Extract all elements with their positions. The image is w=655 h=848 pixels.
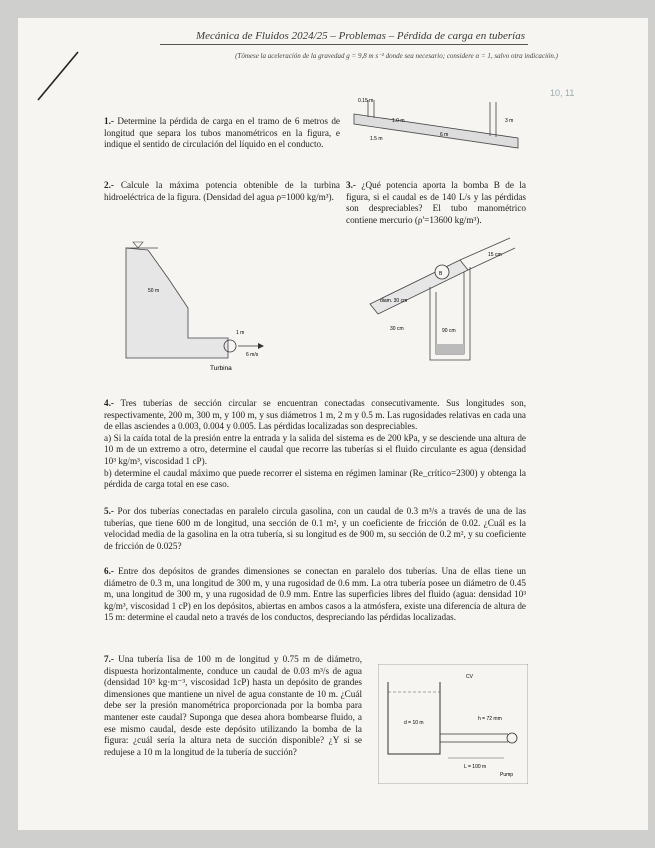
fig3-label-4: 90 cm xyxy=(442,328,456,334)
fig2-label-1: 1 m xyxy=(236,330,245,336)
fig1-label-0: 0.15 m xyxy=(358,98,374,104)
problem-6-number: 6.- xyxy=(104,566,114,576)
problem-7-number: 7.- xyxy=(104,654,114,664)
problem-2 xyxy=(104,180,340,203)
fig3-label-1: B xyxy=(439,271,443,277)
page-title: Mecánica de Fluidos 2024/25 – Problemas – Pérdida de carga en tuberías xyxy=(195,30,525,42)
fig7-label-0: CV xyxy=(466,674,473,680)
header-rule xyxy=(160,44,528,45)
fig1-label-2: 3 m xyxy=(505,118,514,124)
problem-6-text: Entre dos depósitos de grandes dimensiones se conectan en paralelo dos tuberías. Una de ellas tiene un diámetro de 0.3 m, una longitud de 300 m, y una rugosidad de 0.6 mm. La otra tubería posee un diámetro de 0.45 m, una longitud de 300 m, y una rugosidad de 0.9 mm. Entre las superficies libres del fluido (agua: densidad 10³ kg/m³, viscosidad 1 cP) en los depósitos, abiertas en ambos casos a la atmósfera, existe una diferencia de altura de 15 m: determine el caudal neto a través de los conductos, despreciando las pérdidas localizadas. xyxy=(104,566,527,623)
problem-4-part-b: b) determine el caudal máximo que puede recorrer el sistema en régimen laminar (Re_crítico=2300) y obtenga la pérdida de carga total en ese caso. xyxy=(104,467,526,490)
figure-7-tank-pump xyxy=(378,664,528,784)
figure-3-pump-manometer xyxy=(360,232,525,372)
problem-4-text: Tres tuberías de sección circular se encuentran conectadas consecutivamente. Sus longitudes son, respectivamente, 200 m, 300 m, y 100 m, y sus diámetros 1 m, 2 m y 0.5 m. Las rugosidades relativas en cada una de ellas asciendes a 0.003, 0.004 y 0.005. Las pérdidas localizadas son despreciables. xyxy=(104,398,526,432)
fig2-label-2: 6 m/s xyxy=(246,352,259,358)
page-subtitle: (Tómese la aceleración de la gravedad g = 9,8 m s⁻² donde sea necesario; considere α = 1, salvo otra indicación.) xyxy=(235,52,558,60)
problem-4 xyxy=(104,398,526,491)
problem-7 xyxy=(104,654,362,758)
problem-5-number: 5.- xyxy=(104,506,114,516)
problem-3 xyxy=(346,180,526,226)
fig2-caption: Turbina xyxy=(210,365,232,372)
problem-3-number: 3.- xyxy=(346,180,356,190)
problem-2-number: 2.- xyxy=(104,180,114,190)
fig3-label-0: 15 cm xyxy=(488,252,502,258)
handwritten-note: 10, 11 xyxy=(550,88,575,98)
problem-7-text: Una tubería lisa de 100 m de longitud y 0.75 m de diámetro, dispuesta horizontalmente, conduce un caudal de 0.03 m³/s de agua (densidad 10³ kg·m⁻³, viscosidad 1cP) hasta un depósito de grandes dimensiones que mantiene un nivel de agua constante de 10 m. ¿Cuál debe ser la presión manométrica proporcionada por la bomba para mantener este caudal? Suponga que desea ahora bombearse fluido, a ese mismo caudal, desde este depósito utilizando la bomba de la figura: ¿cuál sería la altura neta de succión disponible? ¿Y si se redujese a 10 m la longitud de la tubería de succión? xyxy=(104,654,362,757)
problem-2-text: Calcule la máxima potencia obtenible de la turbina hidroeléctrica de la figura. (Densidad del agua ρ=1000 kg/m³). xyxy=(104,180,340,202)
problem-4-number: 4.- xyxy=(104,398,114,408)
problem-4-part-a: a) Si la caída total de la presión entre la entrada y la salida del sistema es de 200 kPa, y se desciende una altura de 10 m de un extremo a otro, determine el caudal que recorre las tuberías si el fluido circulante es agua (densidad 10³ kg/m³, viscosidad 1 cP). xyxy=(104,432,526,466)
fig7-label-2: h = 72 mm xyxy=(478,716,502,722)
fig1-label-1: 1.0 m xyxy=(392,118,405,124)
fig7-label-3: L = 100 m xyxy=(464,764,487,770)
problem-1-text: Determine la pérdida de carga en el tramo de 6 metros de longitud que separa los tubos manométricos en la figura, e indique el sentido de circulación del líquido en el conducto. xyxy=(104,116,340,150)
fig7-label-4: Pump xyxy=(500,772,514,778)
figure-2-turbine xyxy=(118,238,268,378)
problem-1-number: 1.- xyxy=(104,116,114,126)
problem-3-text: ¿Qué potencia aporta la bomba B de la figura, si el caudal es de 140 L/s y las pérdidas son despreciables? El tubo manométrico contiene mercurio (ρ'=13600 kg/m³). xyxy=(346,180,527,225)
fig7-label-1: d = 10 m xyxy=(404,720,424,726)
fig2-label-0: 50 m xyxy=(148,288,160,294)
problem-5-text: Por dos tuberías conectadas en paralelo circula gasolina, con un caudal de 0.3 m³/s a través de una de las tuberías, que tiene 600 m de longitud, una sección de 0.1 m², y un coeficiente de fricción de 0.02. ¿Cuál es la velocidad media de la gasolina en la otra tubería, si su longitud es de 900 m, su sección de 0.2 m², y su coeficiente de fricción de 0.025? xyxy=(104,506,526,551)
fig1-label-4: 1.5 m xyxy=(370,136,383,142)
problem-5 xyxy=(104,506,526,552)
fig1-label-3: 6 m xyxy=(440,132,449,138)
fig3-label-2: diam. 30 cm xyxy=(380,298,408,304)
problem-6 xyxy=(104,566,526,624)
figure-1-inclined-pipe xyxy=(340,92,525,162)
problem-1 xyxy=(104,116,340,151)
fig3-label-3: 30 cm xyxy=(390,326,404,332)
